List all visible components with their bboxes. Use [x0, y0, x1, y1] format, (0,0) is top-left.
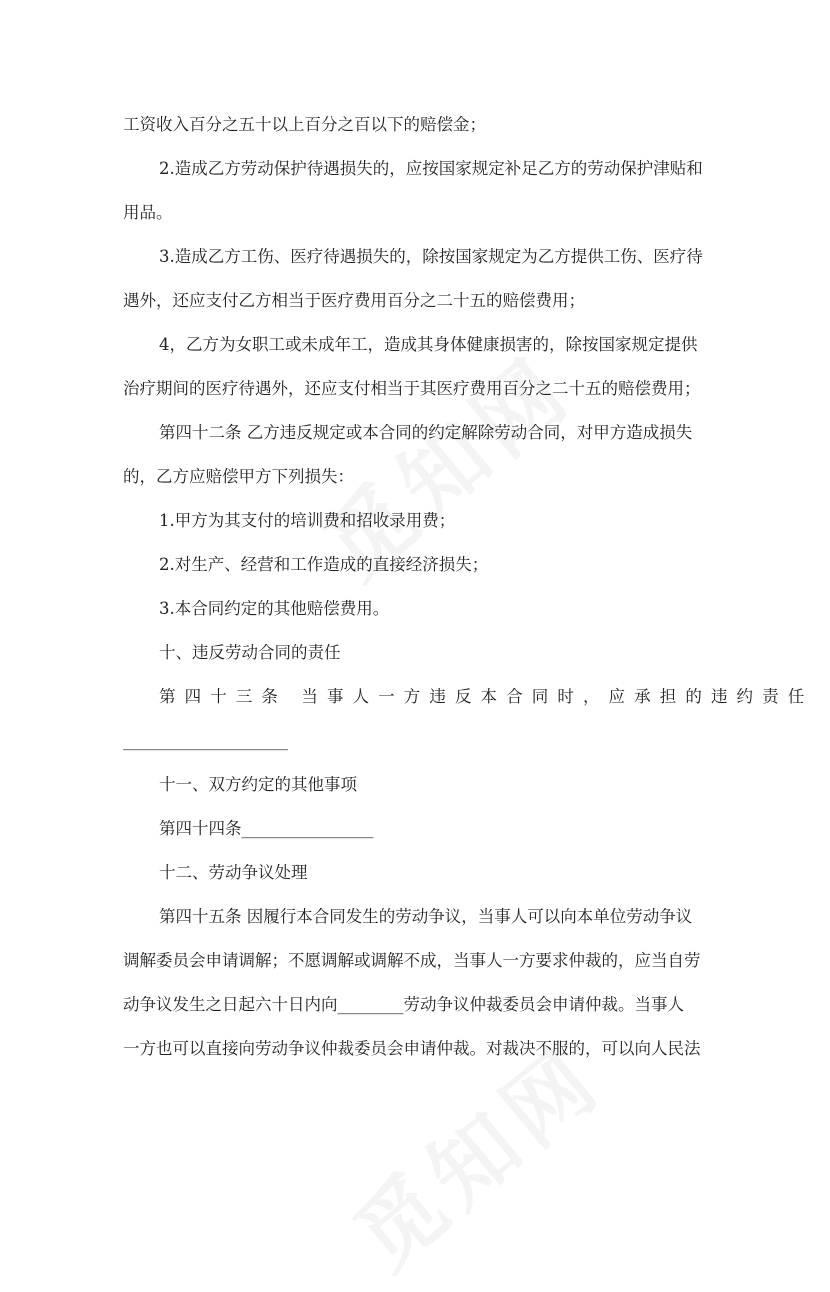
document-body	[123, 103, 814, 1071]
paragraph-line: 2.对生产、经营和工作造成的直接经济损失；	[159, 555, 489, 574]
paragraph-line: 第四十三条 当事人一方违反本合同时，应承担的违约责任	[159, 687, 814, 706]
blank-underline: ____________________	[123, 731, 288, 750]
section-heading: 十二、劳动争议处理	[159, 863, 308, 882]
paragraph-line: 一方也可以直接向劳动争议仲裁委员会申请仲裁。对裁决不服的，可以向人民法	[123, 1039, 701, 1058]
paragraph-line: 2.造成乙方劳动保护待遇损失的，应按国家规定补足乙方的劳动保护津贴和	[159, 159, 703, 178]
paragraph-line: 1.甲方为其支付的培训费和招收录用费；	[159, 511, 456, 530]
paragraph-line: 3.本合同约定的其他赔偿费用。	[159, 599, 390, 618]
paragraph-line: 4，乙方为女职工或未成年工，造成其身体健康损害的，除按国家规定提供	[159, 335, 698, 354]
paragraph-line: 的，乙方应赔偿甲方下列损失：	[123, 467, 354, 486]
paragraph-line: 第四十五条 因履行本合同发生的劳动争议，当事人可以向本单位劳动争议	[159, 907, 693, 926]
paragraph-line: 第四十四条________________	[159, 819, 374, 838]
section-heading: 十一、双方约定的其他事项	[159, 775, 357, 794]
paragraph-line: 动争议发生之日起六十日内向________劳动争议仲裁委员会申请仲裁。当事人	[123, 995, 684, 1014]
paragraph-line: 治疗期间的医疗待遇外，还应支付相当于其医疗费用百分之二十五的赔偿费用；	[123, 379, 701, 398]
section-heading: 十、违反劳动合同的责任	[159, 643, 341, 662]
paragraph-line: 调解委员会申请调解；不愿调解或调解不成，当事人一方要求仲裁的，应当自劳	[123, 951, 701, 970]
paragraph-line: 遇外，还应支付乙方相当于医疗费用百分之二十五的赔偿费用；	[123, 291, 585, 310]
paragraph-line: 3.造成乙方工伤、医疗待遇损失的，除按国家规定为乙方提供工伤、医疗待	[159, 247, 703, 266]
paragraph-line: 第四十二条 乙方违反规定或本合同的约定解除劳动合同，对甲方造成损失	[159, 423, 693, 442]
paragraph-line: 用品。	[123, 203, 173, 222]
paragraph-line: 工资收入百分之五十以上百分之百以下的赔偿金；	[123, 115, 486, 134]
